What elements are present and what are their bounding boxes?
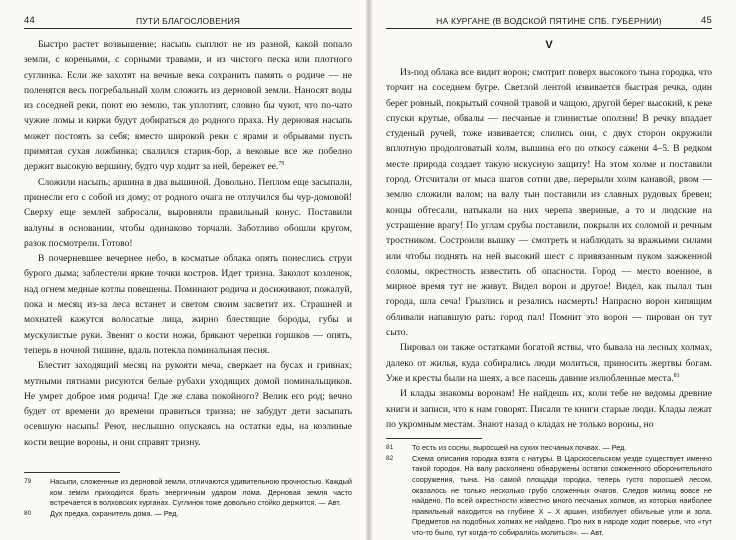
footnote-ref: 81 <box>673 372 680 379</box>
running-title: ПУТИ БЛАГОСЛОВЕНИЯ <box>135 16 241 26</box>
paragraph: Из-под облака все видит ворон; смотрит поверх высокого тына городка, что торчит на соседнем бугре. Светлой лентой извивается быстрая речка, один берег ровный, покрытый сочной травой и чащою, другой берег высокий, к реке спуски крутые, обвалы — песчаные и глинистые оползни! В речку впадает студеный ручей, тоже извивается; слились они, с двух сторон окружили вплотную продолговатый холм, вышина его по откосу сажени 4–5. В редком месте природа создает такую искусную защиту! На этом холме и поставили город. Отсчитали от мыса шагов сотни две, перерыли холм канавой, рвом — землю сложили валом; на валу тын поставили из славных рудовых бревен; концы обтесали, натыкали на них черепа звериные, а то и людские на устрашение врагу! По углам срубы поставили, покрыли их соломой и речным тростником. Состроили вышку — смотреть и наблюдать за вражьими силами или чтобы поднять на ней высокий шест с привязанным пуком зажженной соломы, окрестность известить об опасности. Город — место военное, в мирное время тут не живут. Видел ворон и другое! Видел, как пылал тын города, шла сеча! Грызлись и резались насмерть! Напрасно ворон кипящим обливали напавшую рать: город пал! Помнит это ворон — пирован он тут сыто. <box>386 67 712 339</box>
footnote-number: 80 <box>24 509 32 517</box>
footnote-number: 82 <box>386 454 394 462</box>
chapter-number: V <box>545 39 553 51</box>
paragraph: Пировал он также остатками богатой яствы, что бывала на лесных холмах, далеко от жилья, куда собирались люди молиться, приносить жертвы богам. Уже и кресты были на шеях, а все пасешь давние излюбленные места.$^{81}$ <box>386 342 712 384</box>
footnote-ref: 79 <box>278 161 285 168</box>
footnote <box>386 443 712 454</box>
left-page-header <box>24 10 352 29</box>
paragraph: В почерневшее вечернее небо, в косматые облака опять понеслись струи бурого дыма; заблестели яркие точки костров. Идет тризна. Заколот козленок, над огнем медные котлы повешены. Поминают родича и досиживают, пожалуй, пока и месяц из-за леса встанет и светом своим засветит их. Страшней и мохнатей кажутся волосатые лица, жирно блестящие бороды, губы и мускулистые руки. Звенят о кости ножи, брякают черепки горшков — опять, теперь в ночной тишине, вдаль потекла поминальная песня. <box>24 253 352 356</box>
footnote <box>386 454 712 539</box>
footnote-number: 81 <box>386 444 394 452</box>
paragraph: Блестит заходящий месяц на рукояти меча, сверкает на бусах и гривнах; мутными пятнами рисуются белые рубахи уходящих домой поминальщиков. Не умрет доброе имя родича! Где же слава покойного? Велик его род; вечно будет от времени до времени правиться тризна; не забудут дети засыпать осевшую насыпь! Реют, неслышно опускаясь на остатки еды, на козлиные кости вещие вороны, и они справят тризну. <box>24 360 352 448</box>
left-page <box>0 0 366 540</box>
footnote-text: То есть из сосны, выросшей на сухих песчаных почвах. — Ред. <box>412 443 627 453</box>
footnote-text: Насыпи, сложенные из дерновой земли, отличаются удивительною прочностью. Каждый ком земли приходится брать энергичным ударом лома. Дерновая земля часто встречается в волховских курганах. Суглинок тоже довольно стойко держится. — Авт. <box>50 477 352 508</box>
footnote-text: Схема описания городка взята с натуры. В Царскосельском уезде существует именно такой городок. На валу расколяено обнаружены остатки сожженного оборонительного сооружения, тына. На самой площади городка, теперь густо поросшей лесом, оказалось не только несколько грубо сложенных очагов. Следов жилищ вовсе не найдено. По всей окрестности известно много песчаных холмов, из которых наиболее правильный находится на глубине Х – Х аршин, изобилует обильные угли и зола. Предметов на подобных холмах не найдено. Про них в народе ходит поверье, что «тут что-то было, тут когда-то собирались молиться». — Авт. <box>412 453 712 537</box>
right-page-text <box>386 65 712 432</box>
running-title: НА КУРГАНЕ (В ВОДСКОЙ ПЯТИНЕ СПБ. ГУБЕРНИИ) <box>436 16 662 26</box>
footnote-divider <box>386 438 482 439</box>
page-number: 45 <box>701 15 712 26</box>
right-page <box>372 0 736 540</box>
paragraph: И клады знакомы воронам! Не найдешь их, коли тебе не ведомы древние книги и записи, что к нам говорят. Писали те книги старые люди. Клады лежат по укромным местам. Знают назад о кладах не только вороны, но <box>386 388 712 430</box>
paragraph: Сложили насыпь; аршина в два вышиной. Довольно. Пеплом еще засыпали, принесли его с собой из дому; от родного очага не отлучился бы чур-домовой! Сверху еще землей забросали, выровняли правильный конус. Поставили валуны в основании, чтобы одинаково торчали. Заботливо обошли кругом, разок посмотрели. Готово! <box>24 176 352 249</box>
right-page-header <box>386 10 712 29</box>
footnote <box>24 509 352 520</box>
left-page-text <box>24 37 352 450</box>
footnote-divider <box>24 472 120 473</box>
footnote <box>24 477 352 509</box>
footnote-text: Дух предка, охранитель дома. — Ред. <box>50 508 179 518</box>
paragraph: Быстро растет возвышение; насыпь сыплют не из разной, какой попало земли, с кореньями, с сорными травами, и из чистого песка или плотного суглинка. Если же захотят на вечные века сохранить память о родиче — не поленятся весь погребальный холм сложить из дерновой земли. Наносят воды из соседней реки, поют ею землю, так уплотнят, словно бы чуют, что по-чато чужие ломы и кирки будут добираться до родного праха. Ну дерновая насыпь может постоять за себя; вместо широкой реки с ярами и обрывами пусть примятая сухая ложбинка; свалился старик-бор, а вековые все же побелно держит высокую вершину, будто чур ходит за ней, бережет ее.$^{79}$ <box>24 39 352 173</box>
footnote-number: 79 <box>24 478 32 486</box>
page-number: 44 <box>24 15 35 26</box>
